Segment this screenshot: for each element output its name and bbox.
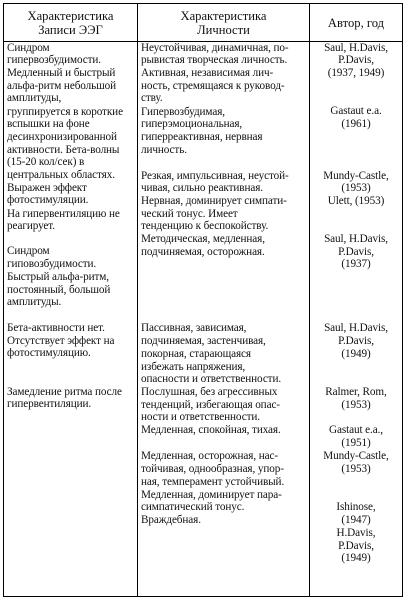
header-line: Характеристика [27,9,114,23]
personality-text-line: избежать напряжения, [141,361,246,373]
personality-text-line: покорная, старающаяся [141,348,251,360]
personality-text-line: Медленная, доминирует пара- [141,489,282,501]
eeg-text-line: Выражен эффект [7,182,87,194]
author-text-line: Saul, H.Davis, [324,233,388,245]
personality-text-line: ческий тонус. Имеет [141,208,238,220]
eeg-text-line: амплитуды, [7,92,62,104]
personality-text-line: личность. [141,144,187,156]
personality-text-line: опасности и ответственности. [141,373,282,385]
author-text-line: Gastaut e.a., [329,424,383,436]
eeg-text-line: реагирует. [7,220,55,232]
header-author-year [310,5,402,41]
eeg-text-line: Отсутствует эффект на [7,335,115,347]
column-divider [137,4,138,596]
eeg-text-line: Замедление ритма после [7,386,122,398]
author-text-line: P.Davis, [338,335,374,347]
header-line: Личности [197,23,250,37]
header-line: Записи ЭЭГ [38,23,103,37]
personality-text-line: ству. [141,92,163,104]
personality-text-line: тойчивая, однообразная, упор- [141,463,284,475]
personality-text-line: тенденцию к беспокойству. [141,220,269,232]
eeg-text-line: На гипервентиляцию не [7,208,120,220]
personality-text-line: Резкая, импульсивная, неустой- [141,170,289,182]
personality-text-line: чивая, сильно реактивная. [141,182,263,194]
eeg-text-line: десинхронизированной [7,131,117,143]
eeg-text-line: Синдром [7,42,50,54]
eeg-personality-table [3,3,403,597]
eeg-text-line: фотостимуляции. [7,194,89,206]
eeg-text-line: амплитуды. [7,296,62,308]
author-text-line: (1937) [341,258,371,270]
author-text-line: (1951) [341,437,371,449]
eeg-text-line: гипервозбудимости. [7,54,101,66]
eeg-text-line: Бета-активности нет. [7,322,105,334]
eeg-text-line: группируется в короткие [7,106,123,118]
author-text-line: Saul, H.Davis, [324,322,388,334]
author-text-line: (1953) [341,182,371,194]
personality-text-line: ная, темперамент устойчивый. [141,476,285,488]
eeg-text-line: Медленный и быстрый [7,67,116,79]
author-text-line: (1953) [341,463,371,475]
eeg-text-line: Быстрый альфа-ритм, [7,271,109,283]
eeg-text-line: центральных областях. [7,169,115,181]
author-text-line: P.Davis, [338,540,374,552]
author-text-line: Saul, H.Davis, [324,42,388,54]
author-text-line: (1949) [341,348,371,360]
header-eeg-characteristic [4,5,137,41]
personality-text-line: ность, стремящаяся к руковод- [141,80,285,92]
eeg-text-line: Синдром [7,245,50,257]
header-line: Характеристика [180,9,267,23]
author-text-line: Ishinose, [336,501,376,513]
personality-text-line: Медленная, осторожная, нас- [141,450,278,462]
personality-text-line: гиперреактивная, нервная [141,131,263,143]
eeg-text-line: гипервентиляции. [7,398,92,410]
author-text-line: P.Davis, [338,246,374,258]
personality-text-line: Пассивная, зависимая, [141,322,247,334]
author-text-line: (1947) [341,514,371,526]
personality-text-line: симпатический тонус. [141,501,245,513]
personality-text-line: Медленная, спокойная, тихая. [141,424,281,436]
personality-text-line: рывистая творческая личность. [141,54,288,66]
author-text-line: Ralmer, Rom, [325,386,387,398]
author-text-line: (1953) [341,399,371,411]
eeg-text-line: активности. Бета-волны [7,144,120,156]
eeg-text-line: (15-20 кол/сек) в [7,156,85,168]
eeg-text-line: вспышки на фоне [7,118,90,130]
author-text-line: (1949) [341,552,371,564]
author-text-line: Mundy-Castle, [323,450,389,462]
personality-text-line: подчиняемая, осторожная. [141,246,265,258]
personality-text-line: Враждебная. [141,514,201,526]
personality-text-line: Неустойчивая, динамичная, по- [141,42,289,54]
eeg-text-line: альфа-ритм небольшой [7,80,117,92]
personality-text-line: Нервная, доминирует симпати- [141,195,287,207]
author-text-line: P.Davis, [338,54,374,66]
eeg-text-line: фотостимуляцию. [7,347,91,359]
header-personality-characteristic [138,5,309,41]
author-text-line: (1937, 1949) [327,67,385,79]
personality-text-line: тенденций, избегающая опас- [141,399,280,411]
author-text-line: (1961) [341,118,371,130]
personality-text-line: Послушная, без агрессивных [141,386,278,398]
eeg-text-line: постоянный, большой [7,284,111,296]
author-text-line: Gastaut e.a. [330,105,382,117]
eeg-text-line: гиповозбудимости. [7,258,97,270]
personality-text-line: Активная, независимая лич- [141,67,274,79]
author-text-line: H.Davis, [336,527,376,539]
personality-text-line: Гипервозбудимая, [141,106,225,118]
personality-text-line: Методическая, медленная, [141,233,265,245]
personality-text-line: гиперэмоциональная, [141,118,243,130]
header-line: Автор, год [327,16,385,30]
personality-text-line: подчиняемая, застенчивая, [141,335,266,347]
author-text-line: Ulett, (1953) [327,195,385,207]
personality-text-line: ности и ответственности. [141,411,260,423]
author-text-line: Mundy-Castle, [323,170,389,182]
